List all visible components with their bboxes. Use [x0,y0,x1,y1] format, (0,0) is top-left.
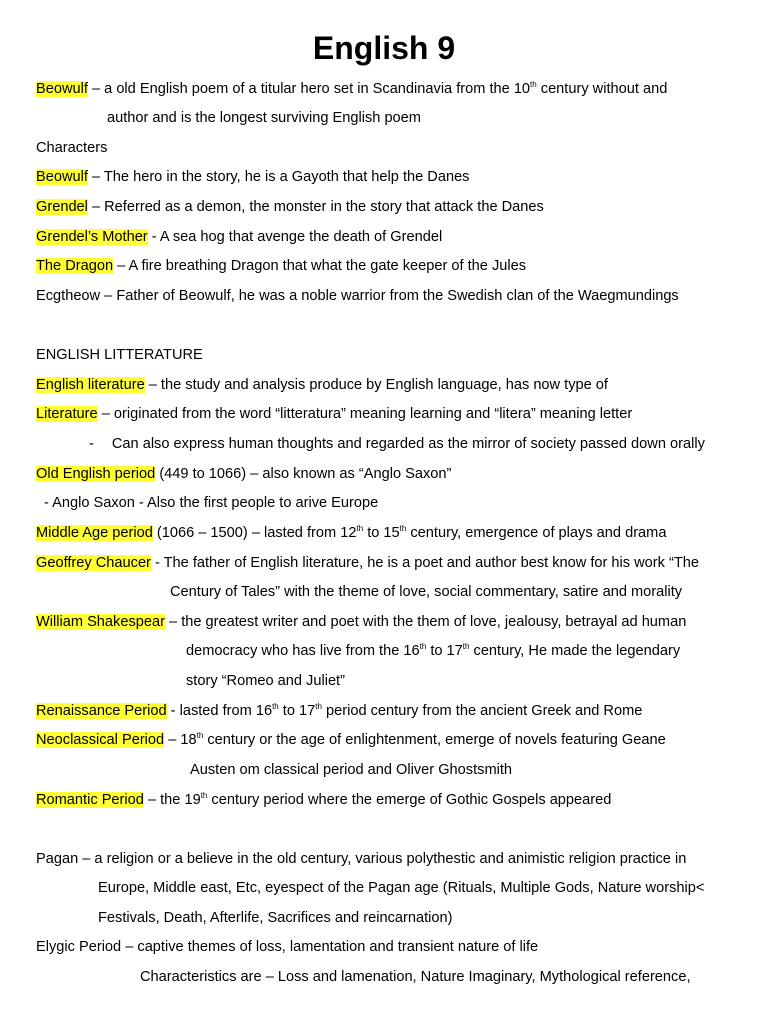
highlighted-term: The Dragon [36,258,114,274]
english-literature-heading: ENGLISH LITTERATURE [36,347,203,363]
geoffrey-chaucer: Geoffrey Chaucer - The father of English literature, he is a poet and author best know for his work “The [36,555,700,571]
character-ecgtheow: Ecgtheow – Father of Beowulf, he was a noble warrior from the Swedish clan of the Waegmundings [36,288,679,304]
characters-heading: Characters [36,140,108,156]
highlighted-term: Old English period [36,466,156,482]
character-grendel: Grendel – Referred as a demon, the monster in the story that attack the Danes [36,199,544,215]
anglo-saxon-note: - Anglo Saxon - Also the first people to arive Europe [44,495,379,511]
literature-definition: Literature – originated from the word “litteratura” meaning learning and “litera” meaning letter [36,406,633,422]
elygic-period: Elygic Period – captive themes of loss, lamentation and transient nature of life [36,939,539,955]
geoffrey-chaucer-cont: Century of Tales” with the theme of love, social commentary, satire and morality [170,584,683,600]
highlighted-term: Literature [36,406,98,422]
highlighted-term: Neoclassical Period [36,732,165,748]
romantic-period: Romantic Period – the 19th century period where the emerge of Gothic Gospels appeared [36,791,612,808]
highlighted-term: Renaissance Period [36,703,167,719]
neoclassical-period-cont: Austen om classical period and Oliver Ghostsmith [190,762,513,778]
pagan-definition-cont: Europe, Middle east, Etc, eyespect of the Pagan age (Rituals, Multiple Gods, Nature worship< [98,880,705,896]
pagan-definition-cont2: Festivals, Death, Afterlife, Sacrifices and reincarnation) [98,910,453,926]
highlighted-term: English literature [36,377,145,393]
middle-age-period: Middle Age period (1066 – 1500) – lasted from 12th to 15th century, emergence of plays and drama [36,524,667,541]
william-shakespeare-cont: democracy who has live from the 16th to 17th century, He made the legendary [186,642,681,659]
highlighted-term: Beowulf [36,169,88,185]
highlighted-term: Beowulf [36,81,88,97]
pagan-definition: Pagan – a religion or a believe in the old century, various polythestic and animistic religion practice in [36,851,687,867]
highlighted-term: Romantic Period [36,792,144,808]
elygic-period-cont: Characteristics are – Loss and lamenation, Nature Imaginary, Mythological reference, [140,969,691,985]
beowulf-definition: Beowulf – a old English poem of a titular hero set in Scandinavia from the 10th century without and [36,80,668,97]
highlighted-term: Middle Age period [36,525,153,541]
highlighted-term: Grendel [36,199,88,215]
william-shakespeare: William Shakespear – the greatest writer and poet with the them of love, jealousy, betrayal ad human [36,614,687,630]
highlighted-term: Geoffrey Chaucer [36,555,151,571]
beowulf-definition-cont: author and is the longest surviving English poem [107,110,421,126]
english-literature-definition: English literature – the study and analysis produce by English language, has now type of [36,377,608,393]
page-title: English 9 [312,30,456,66]
highlighted-term: Grendel’s Mother [36,229,148,245]
highlighted-term: William Shakespear [36,614,165,630]
literature-bullet: - Can also express human thoughts and regarded as the mirror of society passed down orally [89,436,705,452]
old-english-period: Old English period (449 to 1066) – also known as “Anglo Saxon” [36,466,452,482]
bullet-dash: - [89,436,94,452]
william-shakespeare-cont2: story “Romeo and Juliet” [186,673,345,689]
character-grendels-mother: Grendel’s Mother - A sea hog that avenge the death of Grendel [36,229,443,245]
character-beowulf: Beowulf – The hero in the story, he is a Gayoth that help the Danes [36,169,470,185]
renaissance-period: Renaissance Period - lasted from 16th to 17th period century from the ancient Greek and Rome [36,702,643,719]
neoclassical-period: Neoclassical Period – 18th century or the age of enlightenment, emerge of novels featuring Geane [36,731,666,748]
character-the-dragon: The Dragon – A fire breathing Dragon that what the gate keeper of the Jules [36,258,527,274]
